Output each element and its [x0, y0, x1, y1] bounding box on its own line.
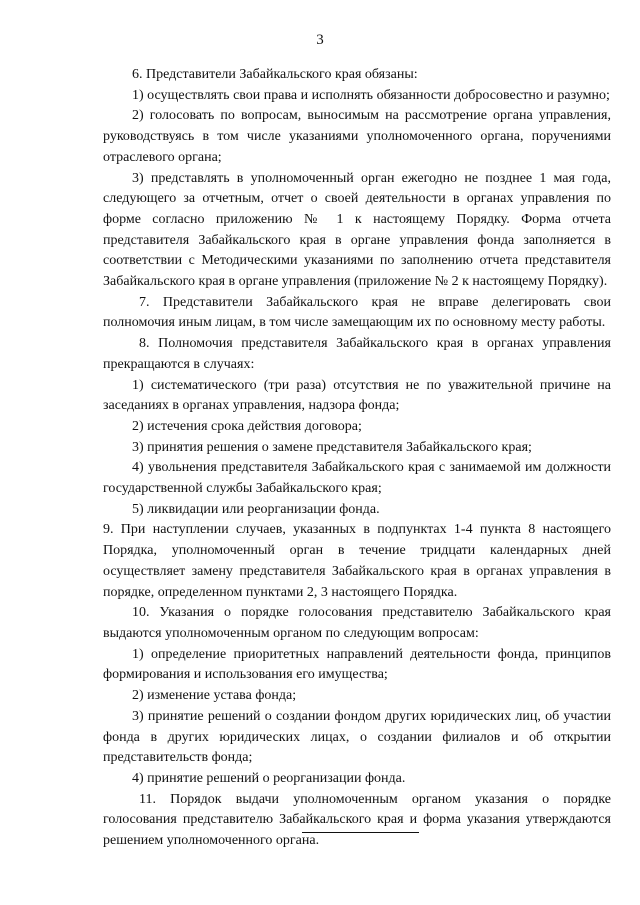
- paragraph-6-item-3: 3) представлять в уполномоченный орган ежегодно не позднее 1 мая года, следующего за отчетным, отчет о своей деятельности в органах управления по форме согласно приложению № 1 к настоящему Порядку. Форма отчета представителя Забайкальского края в органе управления фонда заполняется в соответствии с Методическими указаниями по заполнению отчета представителя Забайкальского края в органе управления (приложение № 2 к настоящему Порядку).: [103, 170, 611, 290]
- page-number: 3: [316, 32, 324, 48]
- closing-divider: [302, 832, 419, 833]
- paragraph-6-intro: 6. Представители Забайкальского края обязаны:: [132, 67, 418, 82]
- paragraph-10-intro: 10. Указания о порядке голосования представителю Забайкальского края выдаются уполномоченным органом по следующим вопросам:: [103, 605, 611, 641]
- document-body: [103, 65, 611, 852]
- paragraph-8-item-1: 1) систематического (три раза) отсутствия не по уважительной причине на заседаниях в органах управления, надзора фонда;: [103, 377, 611, 414]
- paragraph-6-item-2: 2) голосовать по вопросам, выносимым на рассмотрение органа управления, руководствуясь в том числе указаниями уполномоченного органа, поручениями отраслевого органа;: [103, 108, 611, 165]
- paragraph-10-item-3: 3) принятие решений о создании фондом других юридических лиц, об участии фонда в других юридических лицах, о создании филиалов и об открытии представительств фонда;: [103, 708, 611, 766]
- paragraph-8-item-4: 4) увольнения представителя Забайкальского края с занимаемой им должности государственной службы Забайкальского края;: [103, 460, 611, 497]
- paragraph-6-item-1: 1) осуществлять свои права и исполнять обязанности добросовестно и разумно;: [132, 87, 610, 103]
- paragraph-7: 7. Представители Забайкальского края не вправе делегировать свои полномочия иным лицам, в том числе замещающим их по основному месту работы.: [103, 294, 611, 331]
- paragraph-11: 11. Порядок выдачи уполномоченным органом указания о порядке голосования представителю Забайкальского края и форма указания утверждаются решением уполномоченного органа.: [103, 791, 611, 849]
- paragraph-8-item-5: 5) ликвидации или реорганизации фонда.: [132, 501, 380, 517]
- paragraph-8-item-3: 3) принятия решения о замене представителя Забайкальского края;: [132, 439, 532, 455]
- paragraph-9: 9. При наступлении случаев, указанных в подпунктах 1-4 пункта 8 настоящего Порядка, уполномоченный орган в течение тридцати календарных дней осуществляет замену представителя Забайкальского края в органах управления в порядке, определенном пунктами 2, 3 настоящего Порядка.: [103, 522, 611, 600]
- paragraph-10-item-4: 4) принятие решений о реорганизации фонда.: [132, 770, 406, 786]
- paragraph-8-intro: 8. Полномочия представителя Забайкальского края в органах управления прекращаются в случаях:: [103, 336, 611, 372]
- paragraph-10-item-2: 2) изменение устава фонда;: [132, 688, 297, 704]
- paragraph-10-item-1: 1) определение приоритетных направлений деятельности фонда, принципов формирования и использования его имущества;: [103, 646, 611, 683]
- paragraph-8-item-2: 2) истечения срока действия договора;: [132, 418, 362, 434]
